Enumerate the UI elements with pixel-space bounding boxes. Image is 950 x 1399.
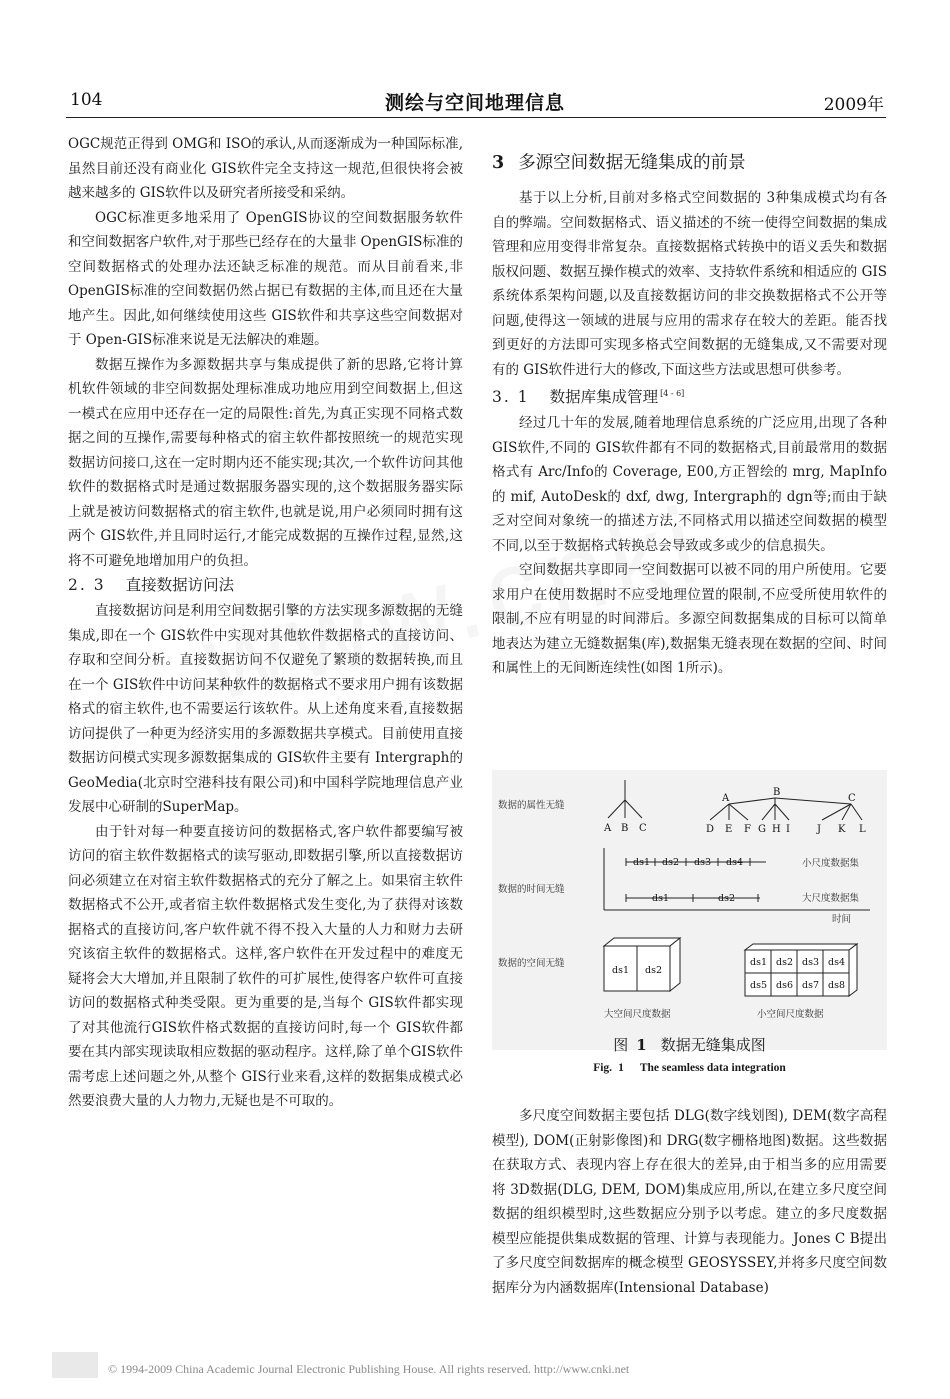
right-column-top [492,138,887,681]
small-scale-label: 小尺度数据集 [802,858,860,869]
tree-parent: C [848,793,856,804]
subsection-number: 3. 1 [492,388,530,407]
subsection-title: 直接数据访问法 [125,576,235,594]
large-scale-label: 大尺度数据集 [802,893,860,904]
tree-leaf: D [706,824,715,835]
segment-label: ds2 [662,857,680,868]
tree-leaf: A [604,823,612,834]
figure-caption-en [492,1062,887,1074]
paragraph: 空间数据共享即同一空间数据可以被不同的用户所使用。它要求用户在使用数据时不应受地理位置的限制,不应受所使用软件的限制,不应有明显的时间滞后。多源空间数据集成的目标可以简单地表达为建立无缝数据集(库),数据集无缝表现在数据的空间、时间和属性上的无间断连续性(如图 1所示)。 [492,562,887,677]
paragraph: 多尺度空间数据主要包括 DLG(数字线划图), DEM(数字高程模型), DOM(正射影像图)和 DRG(数字栅格地图)数据。这些数据在获取方式、表现内容上存在很大的差异,由于相当多的应用需要将 3D数据(DLG, DEM, DOM)集成应用,所以,在建立多尺度空间数据的组织模型时,这些数据应分别予以考虑。建立的多尺度数据模型应能提供集成数据的管理、计算与表现能力。Jones C B提出了多尺度空间数据库的概念模型 GEOSYSSEY,并将多尺度空间数据库分为内涵数据库(Intensional Database) [492,1108,887,1296]
cell-label: ds2 [776,957,794,968]
paragraph: 经过几十年的发展,随着地理信息系统的广泛应用,出现了各种 GIS软件,不同的 GIS软件都有不同的数据格式,目前最常用的数据格式有 Arc/Info的 Coverage, E00,方正智绘的 mrg, MapInfo的 mif, AutoDesk的 dxf, dwg, Intergraph的 dgn等;而由于缺乏对空间对象统一的描述方法,不同格式用以描述空间数据的模型不同,以至于数据格式转换总会导致或多或少的信息损失。 [492,415,887,554]
section-number: 3 [492,153,505,173]
cell-label: ds4 [828,957,846,968]
right-column-bottom [492,1104,887,1300]
figure-1-diagram [492,770,887,1050]
paragraph: OGC规范正得到 OMG和 ISO的承认,从而逐渐成为一种国际标准,虽然目前还没有商业化 GIS软件完全支持这一规范,但很快将会被越来越多的 GIS软件以及研究者所接受和采纳。 [68,136,463,201]
section-title: 多源空间数据无缝集成的前景 [518,153,746,173]
paragraph: 由于针对每一种要直接访问的数据格式,客户软件都要编写被访问的宿主软件数据格式的读写驱动,即数据引擎,所以直接数据访问必须建立在对宿主软件数据格式的充分了解之上。如果宿主软件数据格式不公开,或者宿主软件数据格式发生变化,为了获得对该数据格式的直接访问,客户软件就不得不投入大量的人力和财力去研究该宿主软件的数据格式。这样,客户软件在开发过程中的难度无疑将会大大增加,并且限制了软件的可扩展性,使得客户软件可直接访问的数据格式种类受限。更为重要的是,当每个 GIS软件都实现了对其他流行GIS软件格式数据的直接访问时,每一个 GIS软件都要在其内部实现读取相应数据的驱动程序。这样,除了单个GIS软件需考虑上述问题之外,从整个 GIS行业来看,这样的数据集成模式必然要浪费大量的人力物力,无疑也是不可取的。 [68,823,463,1109]
subsection-title: 数据库集成管理 [549,388,659,407]
tree-parent: A [722,793,730,804]
subsection-number: 2. 3 [68,576,106,594]
journal-title: 测绘与空间地理信息 [384,92,565,114]
cell-label: ds2 [645,965,663,976]
row-label-time: 数据的时间无缝 [498,884,565,895]
paragraph: 直接数据访问是利用空间数据引擎的方法实现多源数据的无缝集成,即在一个 GIS软件中实现对其他软件数据格式的直接访问、存取和空间分析。直接数据访问不仅避免了繁琐的数据转换,而且在一个 GIS软件中访问某种软件的数据格式不要求用户拥有该数据格式的宿主软件,也不需要运行该软件。从上述角度来看,直接数据访问提供了一种更为经济实用的多源数据共享模式。目前使用直接数据访问模式实现多源数据集成的 GIS软件主要有 Intergraph的 GeoMedia(北京时空港科技有限公司)和中国科学院地理信息产业发展中心研制的SuperMap。 [68,603,463,815]
caption-prefix: 图 [613,1036,629,1054]
cell-label: ds6 [776,980,794,991]
cell-label: ds7 [802,980,820,991]
left-column [68,132,463,1114]
caption-prefix: Fig. [593,1062,613,1074]
row-label-attribute: 数据的属性无缝 [498,800,565,811]
tree-leaf: H [772,824,781,835]
time-axis-label: 时间 [832,914,852,925]
caption-text: 数据无缝集成图 [660,1036,766,1054]
tree-leaf: B [621,823,629,834]
attribute-right-leaves [706,824,866,835]
segment-label: ds4 [726,857,744,868]
tree-leaf: F [744,824,751,835]
figure-caption-cn [492,1034,887,1055]
tree-leaf: E [725,824,733,835]
caption-number: 1 [618,1062,624,1074]
cell-label: ds3 [802,957,820,968]
paragraph: 基于以上分析,目前对多格式空间数据的 3种集成模式均有各自的弊端。空间数据格式、语义描述的不统一使得空间数据的集成管理和应用变得非常复杂。直接数据格式转换中的语义丢失和数据版权问题、数据互操作模式的效率、支持软件系统和相适应的 GIS系统体系架构问题,以及直接数据访问的非交换数据格式不公开等问题,使得这一领域的进展与应用的需求存在较大的差距。能否找到更好的方法即可实现多格式空间数据的无缝集成,又不需要对现有的 GIS软件进行大的修改,下面这些方法或思想可供参考。 [492,190,887,378]
row-label-space: 数据的空间无缝 [498,958,565,969]
tree-leaf: K [838,824,846,835]
cell-label: ds1 [612,965,630,976]
citation-ref: [4 - 6] [660,389,685,398]
copyright-footer: © 1994-2009 China Academic Journal Electronic Publishing House. All rights reserved. http://www.cnki.net [108,1362,630,1376]
subsection-heading [68,573,463,599]
header-rule [66,117,886,118]
tree-leaf: G [758,824,766,835]
segment-label: ds1 [652,893,670,904]
tree-leaf: I [786,824,790,835]
tree-parent: B [773,787,781,798]
attribute-left-leaves [603,823,647,834]
small-space-label: 小空间尺度数据 [757,1009,824,1020]
segment-label: ds1 [633,857,651,868]
segment-label: ds2 [718,893,736,904]
paragraph: OGC标准更多地采用了 OpenGIS协议的空间数据服务软件和空间数据客户软件,对于那些已经存在的大量非 OpenGIS标准的空间数据格式的处理办法还缺乏标准的规范。而从目前看来,非 OpenGIS标准的空间数据仍然占据已有数据的主体,而且还在大量地产生。因此,如何继续使用这些 GIS软件和共享这些空间数据对于 Open-GIS标准来说是无法解决的难题。 [68,209,463,348]
caption-text: The seamless data integration [639,1062,786,1074]
cell-label: ds5 [750,980,768,991]
cnki-logo [52,1352,98,1378]
subsection-heading [492,382,887,411]
cell-label: ds8 [828,980,846,991]
section-heading [492,138,887,186]
tree-leaf: C [639,823,647,834]
cell-label: ds1 [750,957,768,968]
tree-leaf: J [817,824,822,835]
segment-label: ds3 [694,857,712,868]
tree-leaf: L [859,824,866,835]
large-space-label: 大空间尺度数据 [604,1009,671,1020]
paragraph: 数据互操作为多源数据共享与集成提供了新的思路,它将计算机软件领域的非空间数据处理标准成功地应用到空间数据上,但这一模式在应用中还存在一定的局限性:首先,为真正实现不同格式数据之间的互操作,需要每种格式的宿主软件都按照统一的规范实现数据访问接口,这在一定时期内还不能实现;其次,一个软件访问其他软件的数据格式时是通过数据服务器实现的,这个数据服务器实际上就是被访问数据格式的宿主软件,也就是说,用户必须同时拥有这两个 GIS软件,并且同时运行,才能完成数据的互操作过程,显然,这将不可避免地增加用户的负担。 [68,356,463,569]
page-number: 104 [70,90,103,110]
caption-number: 1 [636,1036,647,1054]
issue-year: 2009年 [823,95,884,115]
